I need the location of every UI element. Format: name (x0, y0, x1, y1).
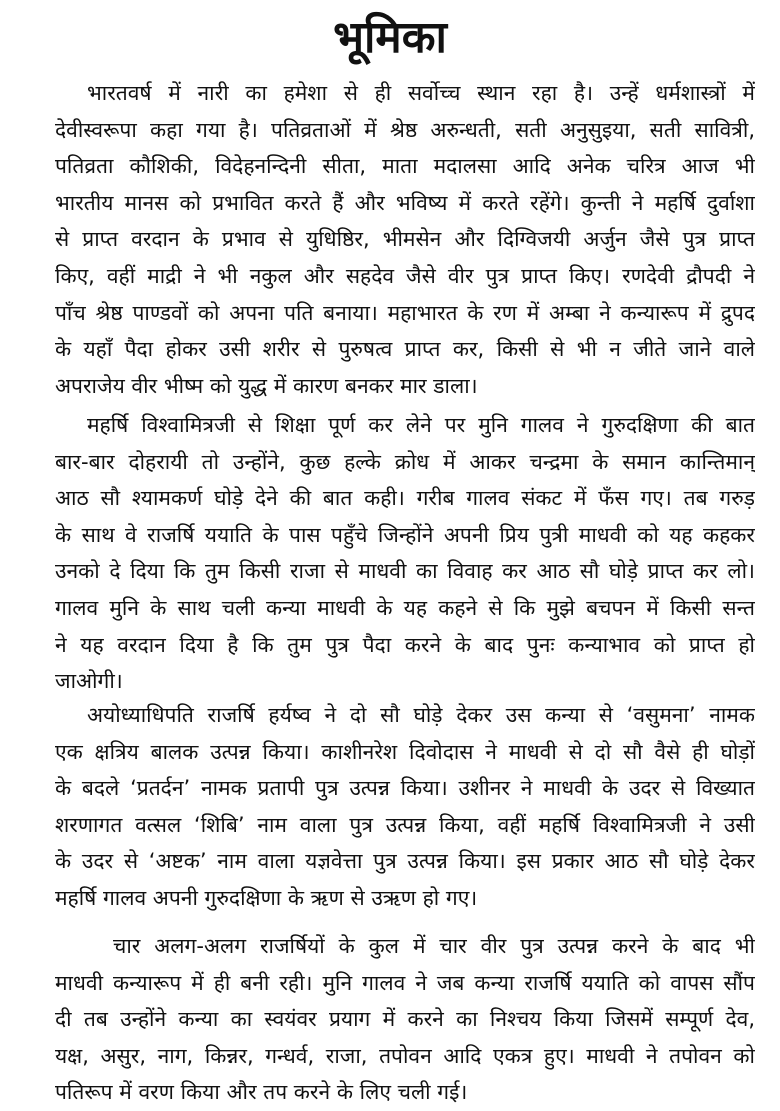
text-line: उनको दे दिया कि तुम किसी राजा से माधवी का विवाह कर आठ सौ घोड़े प्राप्त कर लो। (55, 559, 755, 584)
text-line: यक्ष, असुर, नाग, किन्नर, गन्धर्व, राजा, तपोवन आदि एकत्र हुए। माधवी ने तपोवन को (55, 1043, 755, 1068)
text-line: से प्राप्त वरदान के प्रभाव से युधिष्ठिर, भीमसेन और दिग्विजयी अर्जुन जैसे पुत्र प्राप्त (55, 227, 755, 252)
text-line: देवीस्वरूपा कहा गया है। पतिव्रताओं में श्रेष्ठ अरुन्धती, सती अनुसुइया, सती सावित्री, (55, 117, 755, 142)
text-line: माधवी कन्यारूप में ही बनी रही। मुनि गालव ने जब कन्या राजर्षि ययाति को वापस सौंप (55, 970, 755, 995)
text-line: बार-बार दोहरायी तो उन्होंने, कुछ हल्के क्रोध में आकर चन्द्रमा के समान कान्तिमान् (55, 449, 755, 474)
page-title: भूमिका (333, 12, 447, 63)
text-line: पतिव्रता कौशिकी, विदेहनन्दिनी सीता, माता मदालसा आदि अनेक चरित्र आज भी (55, 154, 755, 179)
text-line: अपराजेय वीर भीष्म को युद्ध में कारण बनकर मार डाला। (55, 373, 478, 398)
paragraph-2 (55, 407, 755, 700)
paragraph-3 (55, 697, 755, 917)
text-line: चार अलग-अलग राजर्षियों के कुल में चार वीर पुत्र उत्पन्न करने के बाद भी (113, 934, 755, 958)
text-line: पतिरूप में वरण किया और तप करने के लिए चली गई। (55, 1080, 468, 1105)
text-line: जाओगी। (55, 669, 123, 694)
text-line: महर्षि गालव अपनी गुरुदक्षिणा के ऋण से उऋण हो गए। (55, 885, 478, 910)
text-line: भारतीय मानस को प्रभावित करते हैं और भविष्य में करते रहेंगे। कुन्ती ने महर्षि दुर्वाशा (55, 190, 755, 215)
text-line: आठ सौ श्यामकर्ण घोड़े देने की बात कही। गरीब गालव संकट में फँस गए। तब गरुड़ (55, 486, 755, 511)
text-line: पाँच श्रेष्ठ पाण्डवों को अपना पति बनाया। महाभारत के रण में अम्बा ने कन्यारूप में द्रुपद (55, 300, 755, 325)
text-line: गालव मुनि के साथ चली कन्या माधवी के यह कहने से कि मुझे बचपन में किसी सन्त (55, 595, 755, 620)
text-line: ने यह वरदान दिया है कि तुम पुत्र पैदा करने के बाद पुनः कन्याभाव को प्राप्त हो (55, 632, 755, 657)
paragraph-4 (55, 928, 755, 1111)
text-line: किए, वहीं माद्री ने भी नकुल और सहदेव जैसे वीर पुत्र प्राप्त किए। रणदेवी द्रौपदी ने (55, 263, 755, 288)
text-line: के साथ वे राजर्षि ययाति के पास पहुँचे जिन्होंने अपनी प्रिय पुत्री माधवी को यह कहकर (55, 522, 755, 547)
text-line: भारतवर्ष में नारी का हमेशा से ही सर्वोच्च स्थान रहा है। उन्हें धर्मशास्त्रों में (87, 81, 755, 105)
text-line: के यहाँ पैदा होकर उसी शरीर से पुरुषत्व प्राप्त कर, किसी से भी न जीते जाने वाले (55, 337, 755, 362)
text-line: एक क्षत्रिय बालक उत्पन्न किया। काशीनरेश दिवोदास ने माधवी से दो सौ वैसे ही घोड़ों (55, 739, 755, 764)
text-line: शरणागत वत्सल ‘शिबि’ नाम वाला पुत्र उत्पन्न किया, वहीं महर्षि विश्वामित्रजी ने उसी (55, 812, 755, 837)
text-line: दी तब उन्होंने कन्या का स्वयंवर प्रयाग में करने का निश्चय किया जिसमें सम्पूर्ण देव, (55, 1007, 755, 1032)
text-line: महर्षि विश्वामित्रजी से शिक्षा पूर्ण कर लेने पर मुनि गालव ने गुरुदक्षिणा की बात (87, 413, 755, 437)
text-line: अयोध्याधिपति राजर्षि हर्यष्व ने दो सौ घोड़े देकर उस कन्या से ‘वसुमना’ नामक (87, 703, 755, 727)
paragraph-1 (55, 75, 755, 404)
text-line: के बदले ‘प्रतर्दन’ नामक प्रतापी पुत्र उत्पन्न किया। उशीनर ने माधवी के उदर से विख्यात (55, 776, 755, 801)
text-line: के उदर से ‘अष्टक’ नाम वाला यज्ञवेत्ता पुत्र उत्पन्न किया। इस प्रकार आठ सौ घोड़े देकर (55, 849, 755, 874)
